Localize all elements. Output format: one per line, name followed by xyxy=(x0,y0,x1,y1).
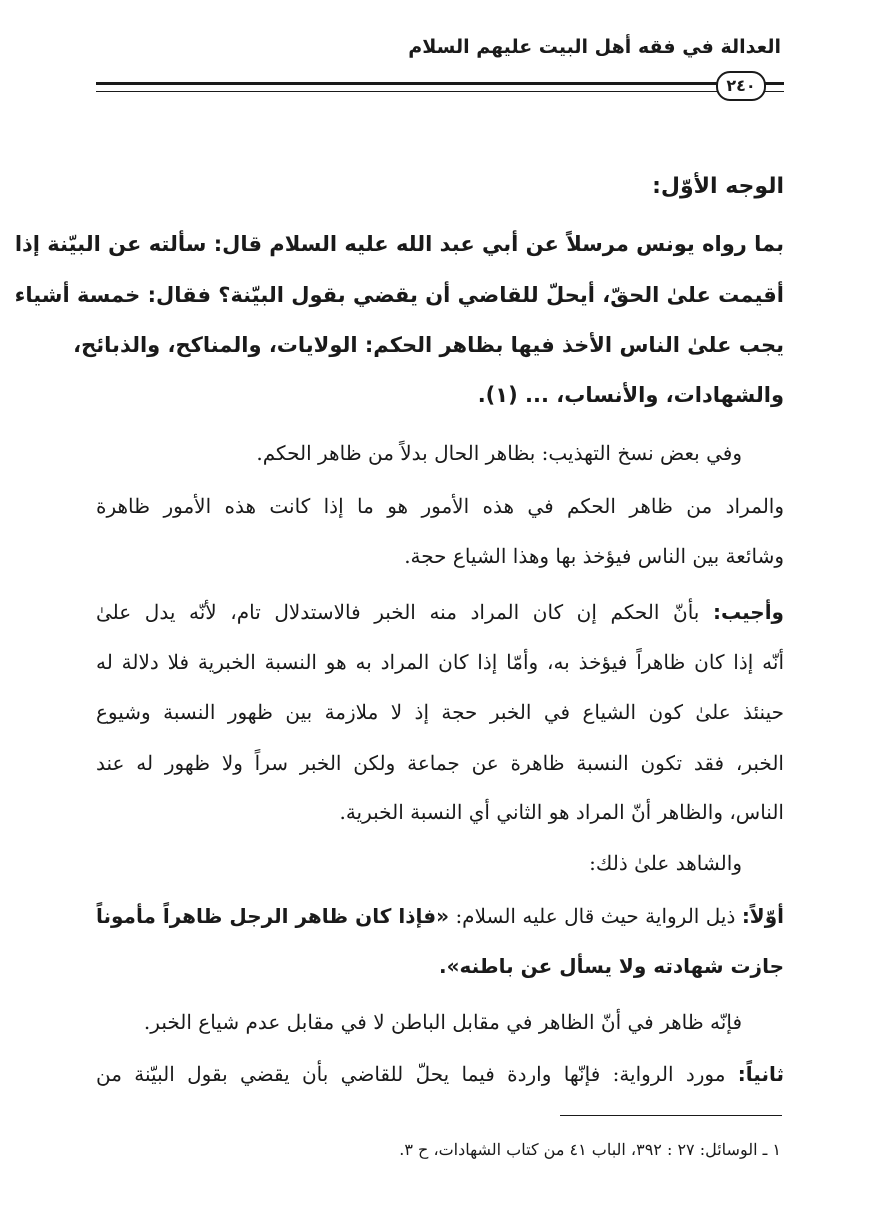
paragraph-line: والشاهد علىٰ ذلك: xyxy=(589,851,742,875)
paragraph-line xyxy=(96,597,784,627)
first-point-label: أوّلاً: xyxy=(741,904,784,928)
paragraph-line: وشائعة بين الناس فيؤخذ بها وهذا الشياع حجة. xyxy=(404,544,784,568)
body-text xyxy=(14,0,784,1100)
second-point-text: مورد الرواية: فإنّها واردة فيما يحلّ للقاضي بأن يقضي بقول البيّنة من xyxy=(96,1062,738,1086)
footnote: ١ ـ الوسائل: ٢٧ : ٣٩٢، الباب ٤١ من كتاب الشهادات، ح ٣. xyxy=(399,1140,781,1159)
paragraph-line: أنّه إذا كان ظاهراً فيؤخذ به، وأمّا إذا كان المراد به هو النسبة الخبرية فلا دلالة له xyxy=(96,650,784,674)
paragraph-line: وفي بعض نسخ التهذيب: بظاهر الحال بدلاً من ظاهر الحكم. xyxy=(256,441,742,465)
paragraph-line: الخبر، فقد تكون النسبة ظاهرة عن جماعة ولكن الخبر سراً ولا ظهور له عند xyxy=(96,751,784,775)
second-point-label: ثانياً: xyxy=(737,1062,784,1086)
running-title: العدالة في فقه أهل البيت عليهم السلام xyxy=(408,36,781,58)
answer-label: وأجيب: xyxy=(712,600,784,624)
paragraph-line: الناس، والظاهر أنّ المراد هو الثاني أي النسبة الخبرية. xyxy=(339,800,784,824)
page-number: ٢٤٠ xyxy=(716,71,766,101)
paragraph-line: بما رواه يونس مرسلاً عن أبي عبد الله عليه السلام قال: سألته عن البيّنة إذا xyxy=(14,232,784,256)
paragraph-line xyxy=(96,1059,784,1089)
narration-quote: «فإذا كان ظاهر الرجل ظاهراً مأموناً xyxy=(96,904,450,928)
paragraph-line: حينئذ علىٰ كون الشياع في الخبر حجة إذ لا ملازمة بين ظهور النسبة وشيوع xyxy=(96,700,784,724)
paragraph-line: والمراد من ظاهر الحكم في هذه الأمور هو ما إذا كانت هذه الأمور ظاهرة xyxy=(96,494,784,518)
footnote-separator xyxy=(560,1115,782,1116)
first-point-text: ذيل الرواية حيث قال عليه السلام: xyxy=(449,904,742,928)
paragraph-line: فإنّه ظاهر في أنّ الظاهر في مقابل الباطن لا في مقابل عدم شياع الخبر. xyxy=(143,1010,742,1034)
paragraph-line: يجب علىٰ الناس الأخذ فيها بظاهر الحكم: الولايات، والمناكح، والذبائح، xyxy=(73,333,784,357)
answer-text: بأنّ الحكم إن كان المراد منه الخبر فالاستدلال تام، لأنّه يدل علىٰ xyxy=(96,600,713,624)
narration-quote-continued: جازت شهادته ولا يسأل عن باطنه». xyxy=(438,954,784,978)
section-heading: الوجه الأوّل: xyxy=(652,174,784,199)
paragraph-line: والشهادات، والأنساب، ... (١). xyxy=(477,383,784,407)
paragraph-line xyxy=(96,901,784,931)
paragraph-line: أقيمت علىٰ الحقّ، أيحلّ للقاضي أن يقضي بقول البيّنة؟ فقال: خمسة أشياء xyxy=(14,283,784,307)
